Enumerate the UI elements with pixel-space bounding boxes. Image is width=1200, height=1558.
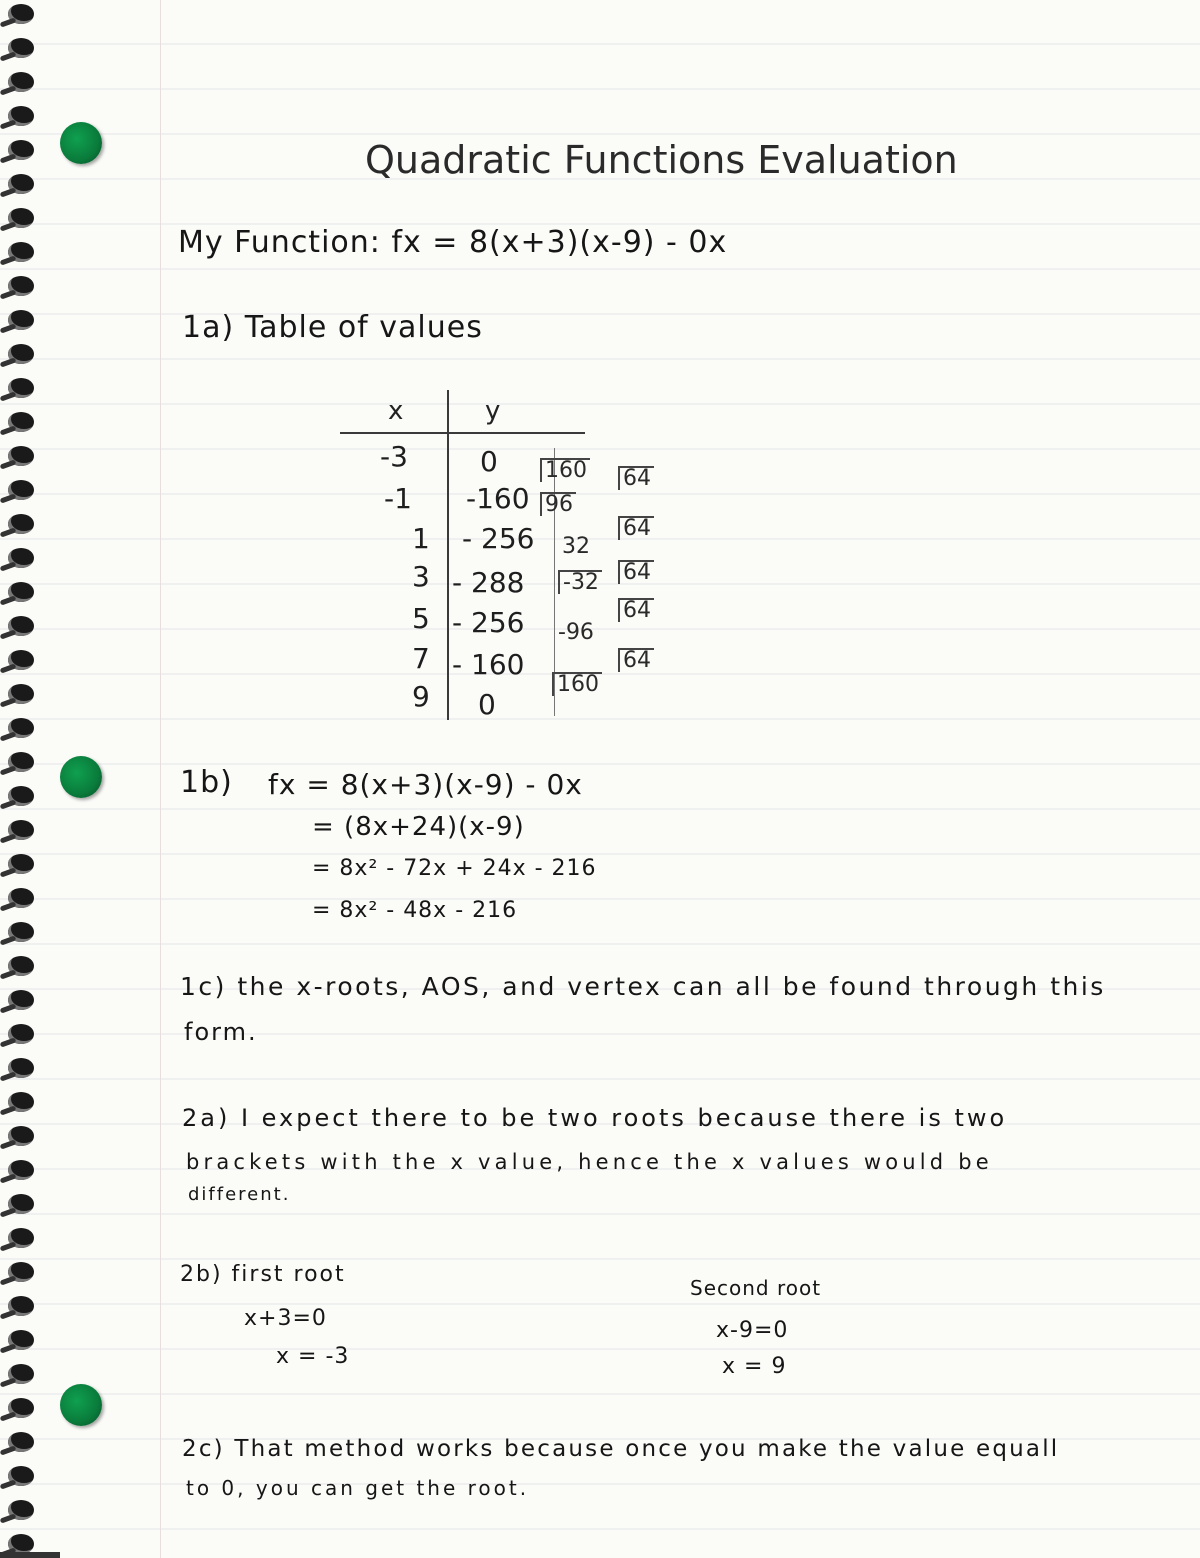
function-line: My Function: fx = 8(x+3)(x-9) - 0x: [178, 225, 728, 260]
spiral-wire: [0, 1139, 16, 1149]
first-difference: 32: [562, 534, 590, 559]
second-difference: 64: [618, 560, 654, 584]
first-difference: 96: [540, 492, 576, 516]
spiral-wire: [0, 595, 16, 605]
table-cell-y: - 288: [452, 566, 525, 599]
spiral-wire: [0, 1037, 16, 1047]
table-cell-y: 0: [480, 445, 498, 478]
punch-hole-bottom: [60, 1384, 102, 1426]
table-cell-x: 1: [412, 522, 430, 555]
spiral-wire: [0, 1309, 16, 1319]
spiral-wire: [0, 1343, 16, 1353]
spiral-wire: [0, 153, 16, 163]
spiral-wire: [0, 561, 16, 571]
q1b-step: = 8x² - 72x + 24x - 216: [312, 856, 597, 881]
spiral-wire: [0, 17, 16, 27]
spiral-wire: [0, 799, 16, 809]
table-cell-y: 0: [478, 688, 496, 721]
table-of-values: [340, 390, 680, 720]
punch-hole-middle: [60, 756, 102, 798]
q1b-label: 1b): [180, 765, 233, 800]
spiral-wire: [0, 1207, 16, 1217]
spiral-wire: [0, 425, 16, 435]
spiral-wire: [0, 629, 16, 639]
spiral-wire: [0, 255, 16, 265]
q1b-step: = (8x+24)(x-9): [312, 812, 525, 842]
spiral-wire: [0, 731, 16, 741]
spiral-wire: [0, 867, 16, 877]
first-root-eq2: x = -3: [276, 1344, 350, 1369]
spiral-wire: [0, 391, 16, 401]
spiral-wire: [0, 187, 16, 197]
table-cell-x: -3: [380, 440, 408, 473]
second-difference: 64: [618, 648, 654, 672]
spiral-wire: [0, 1513, 16, 1523]
spiral-wire: [0, 1071, 16, 1081]
table-column-rule: [447, 390, 449, 720]
q2a-line: different.: [188, 1184, 291, 1205]
spiral-wire: [0, 1241, 16, 1251]
spiral-wire: [0, 935, 16, 945]
spiral-wire: [0, 1275, 16, 1285]
margin-line: [160, 0, 161, 1558]
second-difference: 64: [618, 598, 654, 622]
spiral-wire: [0, 969, 16, 979]
first-difference: -96: [558, 620, 594, 645]
spiral-wire: [0, 527, 16, 537]
first-difference: -32: [558, 570, 602, 594]
punch-hole-top: [60, 122, 102, 164]
first-root-eq1: x+3=0: [244, 1306, 327, 1331]
page-edge-shadow: [0, 1552, 60, 1558]
table-cell-x: 5: [412, 602, 430, 635]
q2a-line: brackets with the x value, hence the x values would be: [186, 1150, 993, 1174]
q1c-line: form.: [184, 1018, 258, 1046]
spiral-wire: [0, 663, 16, 673]
table-header-rule: [340, 432, 585, 434]
table-cell-y: - 256: [452, 606, 525, 639]
spiral-binding: [0, 0, 50, 1558]
spiral-wire: [0, 1105, 16, 1115]
first-difference: 160: [540, 458, 590, 482]
spiral-wire: [0, 221, 16, 231]
spiral-wire: [0, 1003, 16, 1013]
q1a-label: 1a) Table of values: [182, 310, 483, 345]
second-root-label: Second root: [690, 1276, 822, 1300]
table-header-y: y: [485, 396, 501, 426]
q1b-step: fx = 8(x+3)(x-9) - 0x: [268, 768, 583, 801]
page-title: Quadratic Functions Evaluation: [365, 138, 958, 182]
spiral-wire: [0, 1445, 16, 1455]
spiral-wire: [0, 901, 16, 911]
spiral-wire: [0, 697, 16, 707]
spiral-wire: [0, 357, 16, 367]
table-cell-x: 9: [412, 680, 430, 713]
second-difference: 64: [618, 466, 654, 490]
spiral-wire: [0, 289, 16, 299]
spiral-wire: [0, 323, 16, 333]
spiral-wire: [0, 1411, 16, 1421]
q2c-line: to 0, you can get the root.: [186, 1476, 530, 1500]
table-cell-x: 3: [412, 560, 430, 593]
table-cell-y: - 160: [452, 648, 525, 681]
second-difference: 64: [618, 516, 654, 540]
spiral-wire: [0, 1173, 16, 1183]
q2a-line: 2a) I expect there to be two roots because there is two: [182, 1104, 1008, 1132]
spiral-wire: [0, 1377, 16, 1387]
spiral-wire: [0, 1479, 16, 1489]
second-root-eq2: x = 9: [722, 1354, 787, 1379]
spiral-wire: [0, 493, 16, 503]
table-cell-x: -1: [384, 482, 412, 515]
spiral-wire: [0, 459, 16, 469]
table-cell-y: - 256: [462, 522, 535, 555]
q2c-line: 2c) That method works because once you make the value equall: [182, 1436, 1060, 1462]
q2b-label: 2b) first root: [180, 1262, 346, 1287]
spiral-wire: [0, 85, 16, 95]
spiral-wire: [0, 119, 16, 129]
q1b-step: = 8x² - 48x - 216: [312, 898, 518, 923]
table-cell-y: -160: [466, 482, 530, 515]
table-header-x: x: [388, 396, 404, 426]
spiral-wire: [0, 51, 16, 61]
table-cell-x: 7: [412, 642, 430, 675]
spiral-wire: [0, 833, 16, 843]
second-root-eq1: x-9=0: [716, 1318, 789, 1343]
spiral-wire: [0, 765, 16, 775]
first-difference: 160: [552, 672, 602, 696]
q1c-line: 1c) the x-roots, AOS, and vertex can all be found through this: [180, 972, 1106, 1001]
